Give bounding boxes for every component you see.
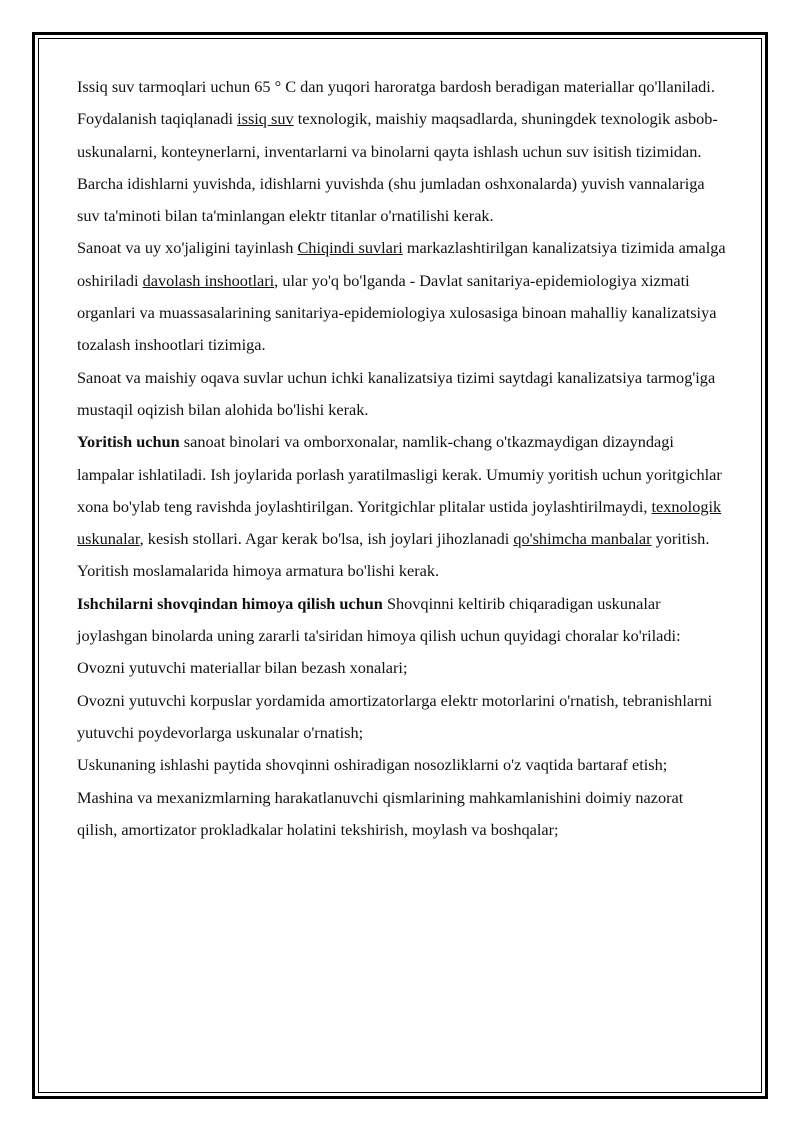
text-segment: texnologik, maishiy maqsadlarda, shuningdek texnologik asbob-uskunalarni, konteynerlarni, inventarlarni va binolarni qayta ishlash uchun suv isitish tizimidan. bbox=[77, 109, 718, 161]
paragraph-p5 bbox=[77, 362, 727, 427]
text-segment: sanoat binolari va omborxonalar, namlik-chang o'tkazmaydigan dizayndagi lampalar ishlatiladi. Ish joylarida porlash yaratilmasligi kerak. Umumiy yoritish uchun yoritgichlar xona bo'ylab teng ravishda joylashtirilgan. Yoritgichlar plitalar ustida joylashtirilmaydi, bbox=[77, 432, 722, 516]
text-segment: yoritish. Yoritish moslamalarida himoya armatura bo'lishi kerak. bbox=[77, 529, 710, 581]
link-text: texnologik uskunalar bbox=[77, 496, 722, 549]
paragraph-p9 bbox=[77, 685, 727, 750]
paragraph-p2 bbox=[77, 103, 727, 168]
link-text: Chiqindi suvlari bbox=[297, 238, 403, 258]
text-segment: Sanoat va uy xo'jaligini tayinlash bbox=[77, 238, 298, 258]
text-segment: , kesish stollari. Agar kerak bo'lsa, ish joylari jihozlanadi bbox=[139, 529, 514, 549]
text-segment: Uskunaning ishlashi paytida shovqinni oshiradigan nosozliklarni o'z vaqtida bartaraf etish; bbox=[77, 755, 668, 775]
text-segment: Ovozni yutuvchi materiallar bilan bezash xonalari; bbox=[77, 658, 408, 678]
text-segment: , ular yo'q bo'lganda - Davlat sanitariya-epidemiologiya xizmati organlari va muassasalarining sanitariya-epidemiologiya xulosasiga binoan mahalliy kanalizatsiya tozalash inshootlari tizimiga. bbox=[77, 270, 717, 355]
paragraph-p10 bbox=[77, 749, 727, 781]
text-segment: Mashina va mexanizmlarning harakatlanuvchi qismlarining mahkamlanishini doimiy nazorat qilish, amortizator prokladkalar holatini tekshirish, moylash va boshqalar; bbox=[77, 787, 684, 839]
paragraph-p1 bbox=[77, 71, 727, 103]
link-text: qo'shimcha manbalar bbox=[513, 529, 652, 549]
paragraph-p7 bbox=[77, 588, 727, 653]
bold-heading-text: Ishchilarni shovqindan himoya qilish uchun bbox=[77, 593, 383, 613]
text-segment: Sanoat va maishiy oqava suvlar uchun ichki kanalizatsiya tizimi saytdagi kanalizatsiya tarmog'iga mustaqil oqizish bilan alohida bo'lishi kerak. bbox=[77, 367, 716, 419]
paragraph-p3 bbox=[77, 168, 727, 233]
text-segment: Ovozni yutuvchi korpuslar yordamida amortizatorlarga elektr motorlarini o'rnatish, tebranishlarni yutuvchi poydevorlarga uskunalar o'rnatish; bbox=[77, 690, 713, 742]
paragraph-p6 bbox=[77, 426, 727, 587]
paragraph-p11 bbox=[77, 782, 727, 847]
link-text: davolash inshootlari bbox=[142, 270, 275, 290]
text-segment: markazlashtirilgan kanalizatsiya tizimida amalga oshiriladi bbox=[77, 238, 726, 290]
bold-heading-text: Yoritish uchun bbox=[77, 432, 180, 452]
link-text: issiq suv bbox=[237, 109, 294, 129]
text-segment: Foydalanish taqiqlanadi bbox=[77, 109, 238, 129]
paragraph-p4 bbox=[77, 232, 727, 361]
text-segment: Barcha idishlarni yuvishda, idishlarni yuvishda (shu jumladan oshxonalarda) yuvish vannalariga suv ta'minoti bilan ta'minlangan elektr titanlar o'rnatilishi kerak. bbox=[77, 173, 705, 226]
document-body bbox=[77, 71, 727, 846]
text-segment: Shovqinni keltirib chiqaradigan uskunalar joylashgan binolarda uning zararli ta'siridan himoya qilish uchun quyidagi choralar ko'riladi: bbox=[77, 593, 681, 646]
text-segment: Issiq suv tarmoqlari uchun 65 ° C dan yuqori haroratga bardosh beradigan materiallar qo'llaniladi. bbox=[77, 77, 715, 96]
paragraph-p8 bbox=[77, 652, 727, 684]
